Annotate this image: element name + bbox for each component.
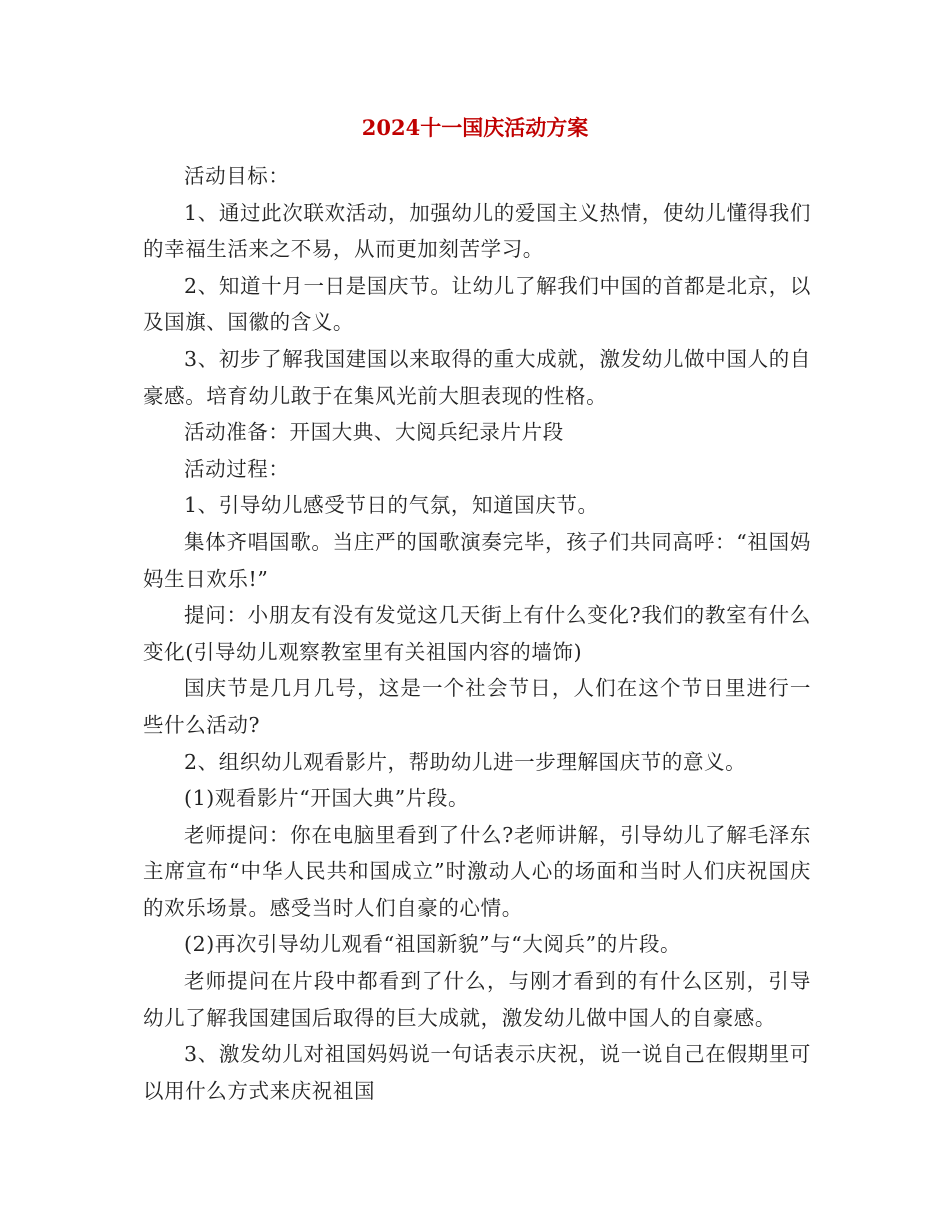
paragraph: 提问：小朋友有没有发觉这几天街上有什么变化?我们的教室有什么变化(引导幼儿观察教室里有关祖国内容的墙饰) — [143, 603, 811, 664]
section-heading-process: 活动过程： — [184, 456, 290, 481]
paragraph: 2、组织幼儿观看影片，帮助幼儿进一步理解国庆节的意义。 — [184, 749, 747, 774]
section-heading-preparation: 活动准备：开国大典、大阅兵纪录片片段 — [184, 420, 564, 445]
paragraph: 老师提问：你在电脑里看到了什么?老师讲解，引导幼儿了解毛泽东主席宣布“中华人民共和国成立”时激动人心的场面和当时人们庆祝国庆的欢乐场景。感受当时人们自豪的心情。 — [143, 822, 811, 920]
paragraph: 3、初步了解我国建国以来取得的重大成就，激发幼儿做中国人的自豪感。培育幼儿敢于在集风光前大胆表现的性格。 — [143, 346, 811, 408]
document-title: 2024十一国庆活动方案 — [361, 115, 589, 140]
paragraph: 2、知道十月一日是国庆节。让幼儿了解我们中国的首都是北京，以及国旗、国徽的含义。 — [143, 273, 811, 335]
paragraph: 集体齐唱国歌。当庄严的国歌演奏完毕，孩子们共同高呼：“祖国妈妈生日欢乐!” — [143, 529, 811, 591]
section-heading-goals: 活动目标： — [184, 164, 290, 188]
paragraph: (2)再次引导幼儿观看“祖国新貌”与“大阅兵”的片段。 — [184, 932, 682, 957]
paragraph: (1)观看影片“开国大典”片段。 — [184, 786, 470, 811]
paragraph: 1、引导幼儿感受节日的气氛，知道国庆节。 — [184, 493, 599, 518]
paragraph: 1、通过此次联欢活动，加强幼儿的爱国主义热情，使幼儿懂得我们的幸福生活来之不易，从而更加刻苦学习。 — [143, 200, 811, 262]
paragraph: 老师提问在片段中都看到了什么，与刚才看到的有什么区别，引导幼儿了解我国建国后取得的巨大成就，激发幼儿做中国人的自豪感。 — [143, 969, 811, 1030]
paragraph: 3、激发幼儿对祖国妈妈说一句话表示庆祝，说一说自己在假期里可以用什么方式来庆祝祖国 — [143, 1042, 811, 1103]
paragraph: 国庆节是几月几号，这是一个社会节日，人们在这个节日里进行一些什么活动? — [143, 676, 811, 737]
document-body — [143, 158, 811, 1109]
